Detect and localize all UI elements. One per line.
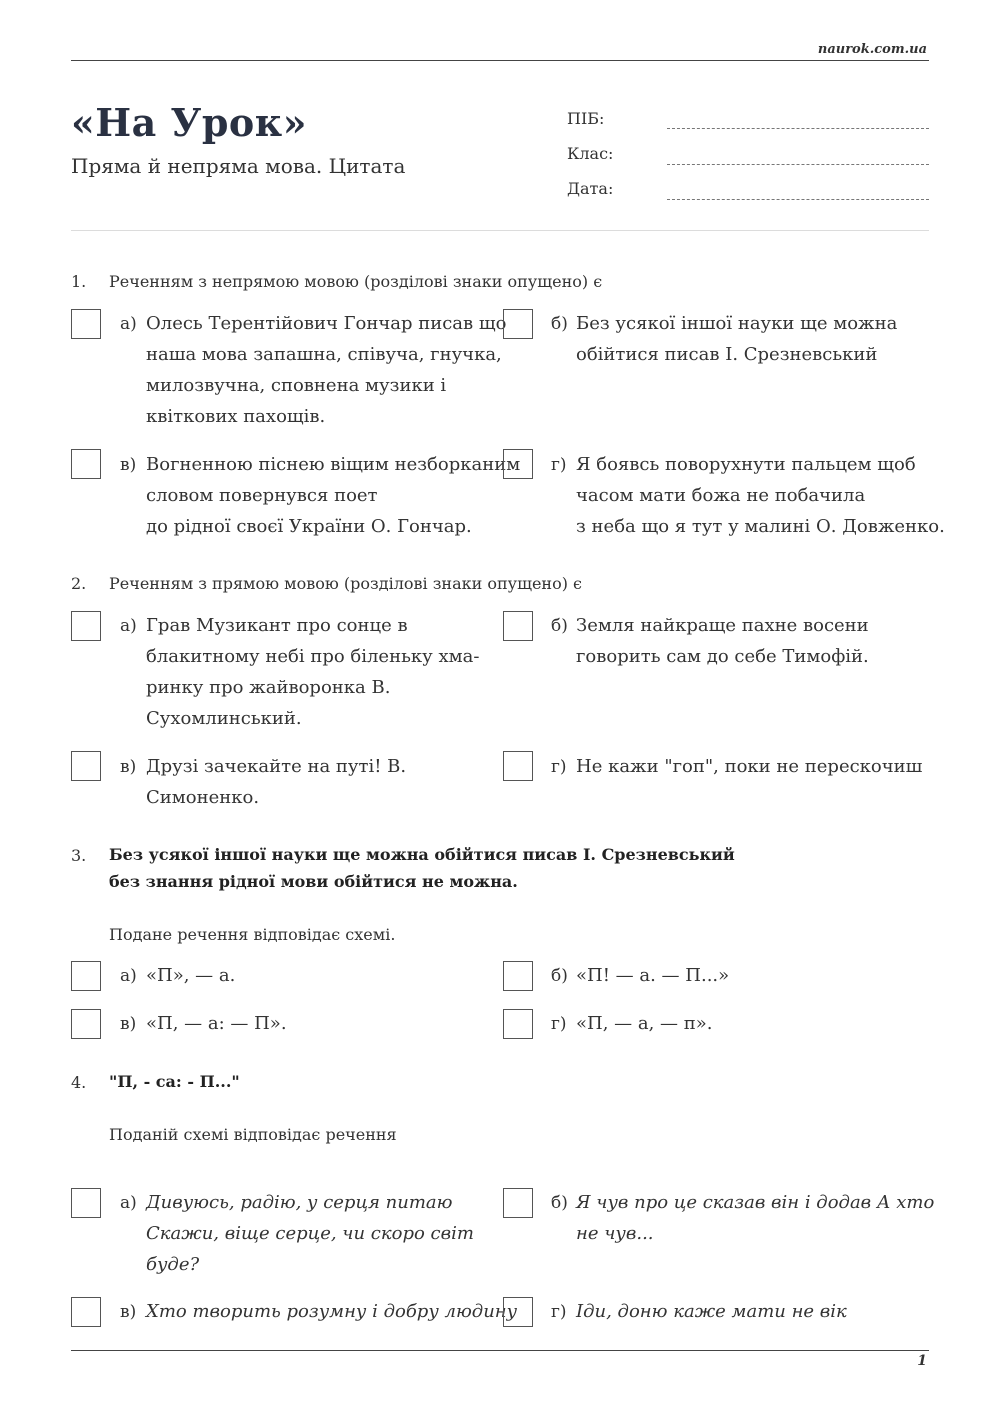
question-instruction: Подане речення відповідає схемі. (109, 925, 396, 944)
option-text: Дивуюсь, радію, у серця питаю Скажи, віще серце, чи скоро світ буде? (146, 1192, 474, 1275)
question-number: 2. (71, 574, 87, 593)
answer-checkbox[interactable] (503, 449, 533, 479)
answer-checkbox[interactable] (503, 1188, 533, 1218)
answer-checkbox[interactable] (71, 1009, 101, 1039)
option-letter: б) (551, 966, 568, 986)
option-letter: в) (120, 1014, 137, 1034)
option-letter: а) (120, 1193, 137, 1213)
answer-checkbox[interactable] (71, 611, 101, 641)
field-label-class: Клас: (567, 144, 614, 163)
option-text: «П, — а: — П». (146, 1013, 287, 1034)
question-text: Реченням з прямою мовою (розділові знаки опущено) є (109, 574, 583, 593)
question-text: Без усякої іншої науки ще можна обійтися писав І. Срезневський без знання рідної мови обійтися не можна. (109, 845, 735, 891)
answer-checkbox[interactable] (503, 1009, 533, 1039)
answer-checkbox[interactable] (71, 449, 101, 479)
option-letter: в) (120, 455, 137, 475)
answer-checkbox[interactable] (503, 961, 533, 991)
field-line-name[interactable] (667, 128, 929, 129)
option-text: «П! — а. — П...» (576, 965, 730, 986)
option-text: «П, — а, — п». (576, 1013, 713, 1034)
question-number: 1. (71, 272, 87, 291)
question-number: 4. (71, 1073, 87, 1092)
option-letter: а) (120, 616, 137, 636)
option-text: Не кажи "гоп", поки не перескочиш (576, 756, 923, 777)
page-subtitle: Пряма й непряма мова. Цитата (71, 154, 406, 178)
option-letter: г) (551, 757, 567, 777)
option-text: Хто творить розумну і добру людину (146, 1301, 518, 1322)
answer-checkbox[interactable] (503, 1297, 533, 1327)
question-text: "П, - са: - П..." (109, 1072, 240, 1091)
option-text: Іди, доню каже мати не вік (576, 1301, 847, 1322)
option-letter: а) (120, 314, 137, 334)
bottom-divider (71, 1350, 929, 1351)
page-number: 1 (917, 1353, 927, 1369)
option-letter: б) (551, 616, 568, 636)
option-letter: г) (551, 1302, 567, 1322)
site-url: naurok.com.ua (817, 42, 927, 57)
answer-checkbox[interactable] (71, 309, 101, 339)
option-letter: б) (551, 1193, 568, 1213)
option-text: Олесь Терентійович Гончар писав що наша мова запашна, співуча, гнучка, милозвучна, сповнена музики і квіткових пахощів. (146, 313, 507, 427)
option-text: Я боявсь поворухнути пальцем щоб часом мати божа не побачила з неба що я тут у малині О. Довженко. (576, 454, 945, 537)
question-instruction: Поданій схемі відповідає речення (109, 1125, 397, 1144)
answer-checkbox[interactable] (71, 1297, 101, 1327)
answer-checkbox[interactable] (71, 961, 101, 991)
question-text: Реченням з непрямою мовою (розділові знаки опущено) є (109, 272, 603, 291)
option-letter: б) (551, 314, 568, 334)
option-text: Друзі зачекайте на путі! В. Симоненко. (146, 756, 407, 808)
field-label-name: ПІБ: (567, 109, 605, 128)
top-divider (71, 60, 929, 61)
option-text: «П», — а. (146, 965, 236, 986)
option-text: Вогненною піснею віщим незборканим словом повернувся поет до рідної своєї України О. Гончар. (146, 454, 521, 537)
field-label-date: Дата: (567, 179, 614, 198)
option-letter: г) (551, 455, 567, 475)
field-line-class[interactable] (667, 164, 929, 165)
option-text: Грав Музикант про сонце в блакитному небі про біленьку хма- ринку про жайворонка В. Сухомлинський. (146, 615, 480, 729)
option-letter: в) (120, 1302, 137, 1322)
option-text: Земля найкраще пахне восени говорить сам до себе Тимофій. (576, 615, 869, 667)
answer-checkbox[interactable] (71, 1188, 101, 1218)
answer-checkbox[interactable] (71, 751, 101, 781)
page-title: «На Урок» (71, 100, 307, 145)
field-line-date[interactable] (667, 199, 929, 200)
option-text: Я чув про це сказав він і додав А хто не чув... (576, 1192, 935, 1244)
option-text: Без усякої іншої науки ще можна обійтися писав І. Срезневський (576, 313, 898, 365)
option-letter: а) (120, 966, 137, 986)
answer-checkbox[interactable] (503, 611, 533, 641)
answer-checkbox[interactable] (503, 309, 533, 339)
option-letter: в) (120, 757, 137, 777)
question-number: 3. (71, 846, 87, 865)
option-letter: г) (551, 1014, 567, 1034)
answer-checkbox[interactable] (503, 751, 533, 781)
header-divider (71, 230, 929, 231)
